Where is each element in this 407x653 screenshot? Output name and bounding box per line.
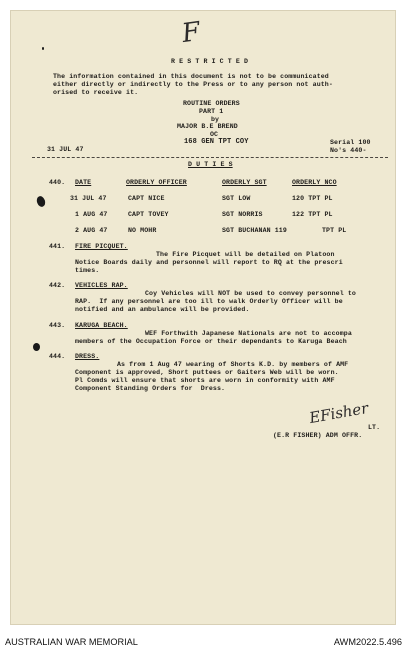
- order-442-line-3: notified and an ambulance will be provided.: [75, 306, 250, 313]
- duty-row-2-date: 1 AUG 47: [75, 211, 108, 218]
- duties-number: 440.: [49, 179, 66, 186]
- order-441-line-3: times.: [75, 267, 100, 274]
- order-442-line-1: Coy Vehicles will NOT be used to convey personnel to: [145, 290, 356, 297]
- order-442-line-2: RAP. If any personnel are too ill to walk Orderly Officer will be: [75, 298, 343, 305]
- duty-row-2-nco: 122 TPT PL: [292, 211, 333, 218]
- order-442-title: VEHICLES RAP.: [75, 282, 128, 289]
- order-441-line-2: Notice Boards daily and personnel will report to RQ at the prescri: [75, 259, 343, 266]
- issuing-unit: 168 GEN TPT COY: [184, 138, 249, 146]
- order-numbers: No's 440-: [330, 147, 367, 154]
- signatory-name: (E.R FISHER) ADM OFFR.: [273, 432, 363, 439]
- col-orderly-officer: ORDERLY OFFICER: [126, 179, 187, 186]
- col-orderly-sgt: ORDERLY SGT: [222, 179, 267, 186]
- punch-hole-bottom: [33, 343, 40, 351]
- handwritten-signature: EFisher: [307, 398, 370, 428]
- notice-line-2: either directly or indirectly to the Press or to any person not auth-: [53, 81, 333, 88]
- duties-heading: D U T I E S: [188, 161, 233, 168]
- duty-row-1-officer: CAPT NICE: [128, 195, 165, 202]
- col-orderly-nco: ORDERLY NCO: [292, 179, 337, 186]
- order-442-number: 442.: [49, 282, 66, 289]
- order-444-line-2: Component is approved, Short puttees or Gaiters Web will be worn.: [75, 369, 339, 376]
- ink-dot: [42, 47, 44, 50]
- notice-line-1: The information contained in this document is not to be communicated: [53, 73, 329, 80]
- order-443-line-2: members of the Occupation Force or their dependants to Karuga Beach: [75, 338, 347, 345]
- order-443-title: KARUGA BEACH.: [75, 322, 128, 329]
- order-444-line-3: Pl Comds will ensure that shorts are worn in conformity with AMF: [75, 377, 335, 384]
- duty-row-1-nco: 120 TPT PL: [292, 195, 333, 202]
- orders-part: PART 1: [199, 108, 224, 115]
- archive-credit: AUSTRALIAN WAR MEMORIAL: [5, 637, 138, 647]
- order-443-number: 443.: [49, 322, 66, 329]
- duty-row-3-nco: TPT PL: [322, 227, 347, 234]
- duty-row-3-date: 2 AUG 47: [75, 227, 108, 234]
- orders-title: ROUTINE ORDERS: [183, 100, 240, 107]
- order-443-line-1: WEF Forthwith Japanese Nationals are not to accompa: [145, 330, 352, 337]
- duty-row-1-sgt: SGT LOW: [222, 195, 251, 202]
- issuing-officer: MAJOR B.E BREND: [177, 123, 238, 130]
- order-441-title: FIRE PICQUET.: [75, 243, 128, 250]
- duty-row-1-date: 31 JUL 47: [70, 195, 107, 202]
- classification-heading: R E S T R I C T E D: [171, 58, 249, 65]
- duty-row-3-sgt: SGT BUCHANAN 119: [222, 227, 287, 234]
- issuing-rank: OC: [210, 131, 219, 138]
- duty-row-2-officer: CAPT TOVEY: [128, 211, 169, 218]
- order-441-line-1: The Fire Picquet will be detailed on Platoon: [156, 251, 335, 258]
- order-444-title: DRESS.: [75, 353, 100, 360]
- orders-by: by: [211, 116, 220, 123]
- order-444-number: 444.: [49, 353, 66, 360]
- order-444-line-1: As from 1 Aug 47 wearing of Shorts K.D. by members of AMF: [117, 361, 349, 368]
- signatory-rank: LT.: [368, 424, 381, 431]
- order-date: 31 JUL 47: [47, 146, 84, 153]
- serial-number: Serial 100: [330, 139, 371, 146]
- archive-reference: AWM2022.5.496: [333, 637, 402, 647]
- order-441-number: 441.: [49, 243, 66, 250]
- duty-row-2-sgt: SGT NORRIS: [222, 211, 263, 218]
- divider: [32, 157, 388, 158]
- duty-row-3-officer: NO MOHR: [128, 227, 157, 234]
- order-444-line-4: Component Standing Orders for Dress.: [75, 385, 226, 392]
- handwritten-file-mark: F: [180, 16, 203, 50]
- notice-line-3: orised to receive it.: [53, 89, 139, 96]
- col-date: DATE: [75, 179, 92, 186]
